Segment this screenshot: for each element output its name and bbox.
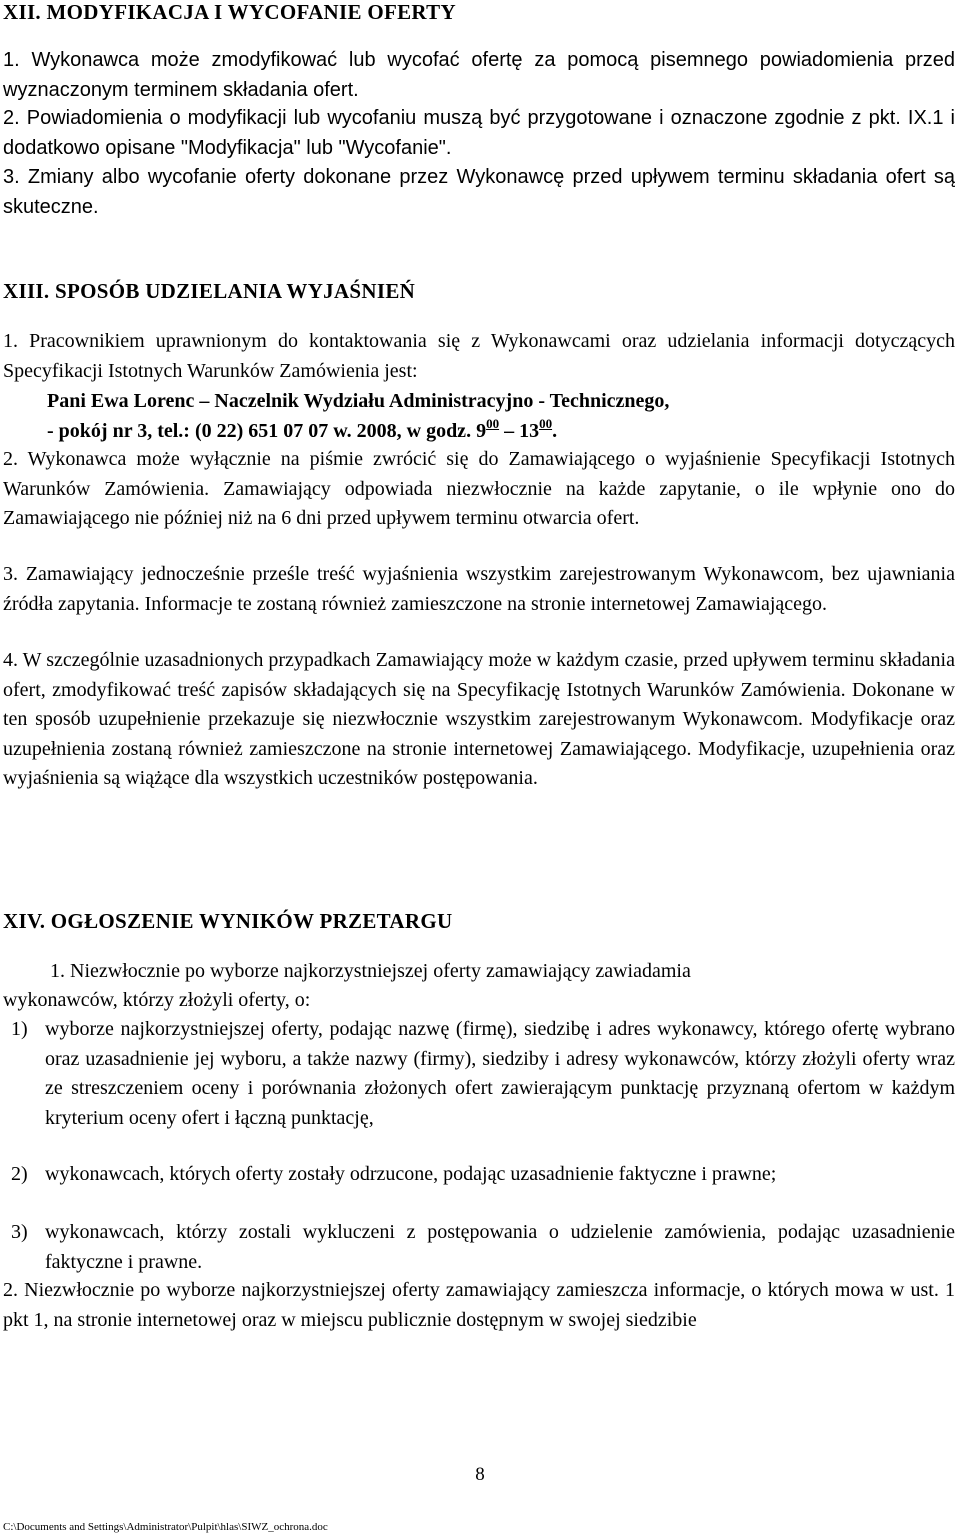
section-14-intro-line-2: wykonawców, którzy złożyli oferty, o: <box>3 989 311 1011</box>
section-13-paragraph-4: 4. W szczególnie uzasadnionych przypadkach Zamawiający może w każdym czasie, przed upływem terminu składania ofert, zmodyfikować treść zapisów składających się na Specyfikację Istotnych Warunków Zamówienia. Dokonane w ten sposób uzupełnienie przekazuje się niezwłocznie wszystkim zarejestrowanym Wykonawcom. Modyfikacje oraz uzupełnienia zostaną również zamieszczone na stronie internetowej Zamawiającego. Modyfikacje, uzupełnienia oraz wyjaśnienia są wiążące dla wszystkich uczestników postępowania. <box>3 649 955 789</box>
section-14-paragraph-2: 2. Niezwłocznie po wyborze najkorzystniejszej oferty zamawiający zamieszcza informacje, o których mowa w ust. 1 pkt 1, na stronie internetowej oraz w miejscu publicznie dostępnym w swojej siedzibie <box>3 1279 955 1331</box>
contact-end: . <box>552 420 558 442</box>
page-number: 8 <box>475 1464 485 1485</box>
section-12-paragraph-3: 3. Zmiany albo wycofanie oferty dokonane przez Wykonawcę przed upływem terminu składania ofert są skuteczne. <box>3 166 955 218</box>
list-item-number: 3) <box>11 1221 28 1243</box>
section-13-paragraph-1: 1. Pracownikiem uprawnionym do kontaktowania się z Wykonawcami oraz udzielania informacji dotyczących Specyfikacji Istotnych Warunków Zamówienia jest: <box>3 330 955 382</box>
section-13-paragraph-3: 3. Zamawiający jednocześnie prześle treść wyjaśnienia wszystkim zarejestrowanym Wykonawcom, bez ujawniania źródła zapytania. Informacje te zostaną również zamieszczone na stronie internetowej Zamawiającego. <box>3 563 955 615</box>
list-item-text: wyborze najkorzystniejszej oferty, podając nazwę (firmę), siedzibę i adres wykonawcy, którego ofertę wybrano oraz uzasadnienie jej wyboru, a także nazwy (firmy), siedziby i adresy wykonawców, którzy złożyli oferty wraz ze streszczeniem oceny i porównania złożonych ofert zawierającym punktację przyznaną ofertom w każdym kryterium oceny ofert i łączną punktację, <box>45 1018 955 1129</box>
contact-details-line <box>47 416 927 448</box>
list-item <box>3 1218 955 1277</box>
section-13-heading: XIII. SPOSÓB UDZIELANIA WYJAŚNIEŃ <box>3 279 416 303</box>
hours-end-minutes: 00 <box>539 416 553 431</box>
list-item-number: 1) <box>11 1018 28 1040</box>
list-item <box>3 1015 955 1133</box>
section-13-paragraph-2: 2. Wykonawca może wyłącznie na piśmie zwrócić się do Zamawiającego o wyjaśnienie Specyfikacji Istotnych Warunków Zamówienia. Zamawiający odpowiada niezwłocznie na każde zapytanie, o ile wpłynie ono do Zamawiającego nie później niż na 6 dni przed upływem terminu otwarcia ofert. <box>3 448 955 529</box>
hours-separator: – 13 <box>499 420 540 442</box>
contact-details-text: - pokój nr 3, tel.: (0 22) 651 07 07 w. 2008, w godz. 9 <box>47 420 487 442</box>
section-12-paragraph-2: 2. Powiadomienia o modyfikacji lub wycofaniu muszą być przygotowane i oznaczone zgodnie z pkt. IX.1 i dodatkowo opisane "Modyfikacja" lub "Wycofanie". <box>3 107 955 159</box>
section-12-paragraph-1: 1. Wykonawca może zmodyfikować lub wycofać ofertę za pomocą pisemnego powiadomienia przed wyznaczonym terminem składania ofert. <box>3 49 955 101</box>
list-item-number: 2) <box>11 1163 28 1185</box>
list-item-text: wykonawcach, którzy zostali wykluczeni z postępowania o udzielenie zamówienia, podając uzasadnienie faktyczne i prawne. <box>45 1221 955 1273</box>
section-14-heading: XIV. OGŁOSZENIE WYNIKÓW PRZETARGU <box>3 909 453 933</box>
contact-person-line: Pani Ewa Lorenc – Naczelnik Wydziału Administracyjno - Technicznego, <box>47 390 670 412</box>
list-item <box>3 1160 955 1190</box>
section-12-heading: XII. MODYFIKACJA I WYCOFANIE OFERTY <box>3 0 456 24</box>
footer-file-path: C:\Documents and Settings\Administrator\Pulpit\hlas\SIWZ_ochrona.doc <box>3 1521 328 1533</box>
section-14-intro-line-1: 1. Niezwłocznie po wyborze najkorzystniejszej oferty zamawiający zawiadamia <box>50 960 691 982</box>
list-item-text: wykonawcach, których oferty zostały odrzucone, podając uzasadnienie faktyczne i prawne; <box>45 1163 777 1185</box>
hours-start-minutes: 00 <box>486 416 500 431</box>
